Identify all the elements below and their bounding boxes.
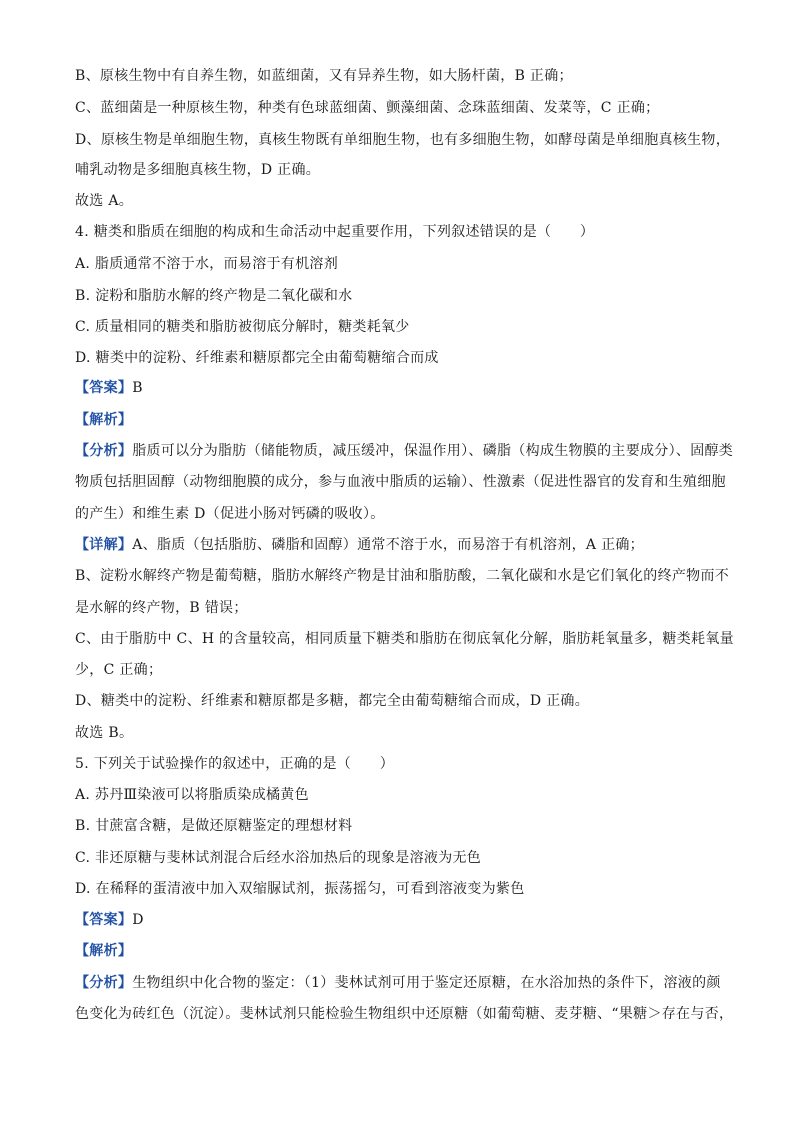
text-line: 故选 B。 — [75, 725, 134, 741]
option-c: C. 非还原糖与斐林试剂混合后经水浴加热后的现象是溶液为无色 — [75, 850, 482, 866]
fenxi-tag: 【分析】 — [75, 443, 133, 459]
xiangjie-tag: 【详解】 — [75, 537, 133, 553]
analysis-tag: 【解析】 — [75, 412, 133, 428]
option-a: A. 苏丹Ⅲ染液可以将脂质染成橘黄色 — [75, 787, 309, 803]
answer-tag: 【答案】 — [75, 912, 133, 928]
fenxi-text: 生物组织中化合物的鉴定：（1）斐林试剂可用于鉴定还原糖，在水浴加热的条件下，溶液的颜 — [132, 975, 721, 991]
option-d: D. 在稀释的蛋清液中加入双缩脲试剂，振荡摇匀，可看到溶液变为紫色 — [75, 881, 525, 897]
analysis-heading — [75, 941, 725, 961]
text-line: 色变化为砖红色（沉淀）。斐林试剂只能检验生物组织中还原糖（如葡萄糖、麦芽糖、“果糖＞存在与否， — [75, 1006, 734, 1022]
option-a: A. 脂质通常不溶于水，而易溶于有机溶剂 — [75, 256, 339, 272]
fenxi-line — [75, 973, 725, 993]
option-b: B. 淀粉和脂肪水解的终产物是二氧化碳和水 — [75, 288, 353, 304]
analysis-tag: 【解析】 — [75, 943, 133, 959]
text-line: D、原核生物是单细胞生物，真核生物既有单细胞生物，也有多细胞生物，如酵母菌是单细胞真核生物， — [75, 132, 731, 148]
xiangjie-line — [75, 535, 725, 555]
text-line: C、蓝细菌是一种原核生物，种类有色球蓝细菌、颤藻细菌、念珠蓝细菌、发菜等，C 正确； — [75, 100, 660, 116]
fenxi-tag: 【分析】 — [75, 975, 133, 991]
answer-line — [75, 910, 725, 930]
text-line: 物质包括胆固醇（动物细胞膜的成分，参与血液中脂质的运输）、性激素（促进性器官的发育和生殖细胞 — [75, 474, 726, 490]
fenxi-text: 脂质可以分为脂肪（储能物质，减压缓冲，保温作用）、磷脂（构成生物膜的主要成分）、固醇类 — [132, 443, 734, 459]
answer-value: B — [132, 380, 143, 396]
answer-line — [75, 378, 725, 398]
option-d: D. 糖类中的淀粉、纤维素和糖原都完全由葡萄糖缩合而成 — [75, 350, 439, 366]
text-line: B、淀粉水解终产物是葡萄糖，脂肪水解终产物是甘油和脂肪酸，二氧化碳和水是它们氧化的终产物而不 — [75, 568, 730, 584]
analysis-heading — [75, 410, 725, 430]
option-b: B. 甘蔗富含糖，是做还原糖鉴定的理想材料 — [75, 818, 353, 834]
question-5-stem: 5. 下列关于试验操作的叙述中，正确的是（ ） — [75, 756, 395, 772]
option-c: C. 质量相同的糖类和脂肪被彻底分解时，糖类耗氧少 — [75, 319, 410, 335]
question-4-stem: 4. 糖类和脂质在细胞的构成和生命活动中起重要作用，下列叙述错误的是（ ） — [75, 224, 595, 240]
answer-tag: 【答案】 — [75, 380, 133, 396]
text-line: C、由于脂肪中 C、H 的含量较高，相同质量下糖类和脂肪在彻底氧化分解，脂肪耗氧量多，糖类耗氧量 — [75, 631, 734, 647]
answer-value: D — [132, 912, 144, 928]
text-line: D、糖类中的淀粉、纤维素和糖原都是多糖，都完全由葡萄糖缩合而成，D 正确。 — [75, 693, 589, 709]
text-line: 哺乳动物是多细胞真核生物，D 正确。 — [75, 162, 321, 178]
text-line: 的产生）和维生素 D（促进小肠对钙磷的吸收）。 — [75, 506, 385, 522]
xiangjie-text: A、脂质（包括脂肪、磷脂和固醇）通常不溶于水，而易溶于有机溶剂，A 正确； — [132, 537, 644, 553]
text-line: 少，C 正确； — [75, 662, 163, 678]
fenxi-line — [75, 441, 734, 461]
text-line: 是水解的终产物，B 错误； — [75, 600, 248, 616]
text-line: B、原核生物中有自养生物，如蓝细菌，又有异养生物，如大肠杆菌，B 正确； — [75, 68, 573, 84]
text-line: 故选 A。 — [75, 193, 134, 209]
